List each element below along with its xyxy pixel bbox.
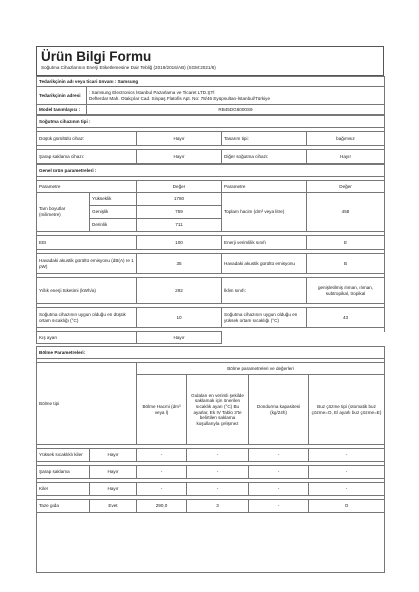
compartment-table [36, 346, 385, 573]
compartment-name: Yüksek sıcaklıklı kiler [37, 449, 90, 462]
freezing-capacity-header: Dondurma kapasitesi (kg/24h) [249, 375, 309, 445]
value-header-2: Değer [307, 181, 385, 193]
compartment-present: Hayır [90, 449, 137, 462]
design-type-label: Tasarım tipi: [222, 132, 307, 146]
table-row [37, 500, 385, 513]
model-value: RB45DG6000S9 [87, 105, 385, 115]
compartment-defrost: - [309, 483, 385, 496]
noise-class-value: B [307, 254, 385, 274]
dimension-depth-label: Derinlik [90, 219, 137, 232]
compartment-freeze: - [249, 483, 309, 496]
supplier-address-value [87, 87, 385, 105]
supplier-address-label: Tedarikçinin adresi [37, 87, 87, 105]
total-volume-value: 458 [307, 193, 385, 232]
dimension-height-label: Yükseklik [90, 193, 137, 206]
low-noise-label: Düşük gürültülü cihaz: [37, 132, 137, 146]
compartment-defrost: O [309, 500, 385, 513]
dimensions-label: Tam boyutlar (milimetre) [37, 193, 90, 232]
dimension-width-label: Genişlik [90, 206, 137, 219]
supplier-table [36, 76, 385, 115]
compartment-volume: 290,0 [137, 500, 187, 513]
wine-storage-label: Şarap saklama cihazı: [37, 150, 137, 164]
param-header-1: Parametre [37, 181, 137, 193]
compartment-name: Şarap saklama [37, 466, 90, 479]
volume-header: Bölme Hacmi (dm³ veya l) [137, 375, 187, 445]
compartment-freeze: - [249, 500, 309, 513]
dimension-height-value: 1780 [137, 193, 222, 206]
product-info-form [36, 46, 384, 573]
eei-label: EEI [37, 236, 137, 250]
design-type-value: bağımsız [307, 132, 385, 146]
low-noise-value: Hayır [137, 132, 222, 146]
general-heading: Genel ürün parametreleri : [37, 165, 385, 177]
other-appliance-label: Diğer soğutma cihazı: [222, 150, 307, 164]
compartment-type-header: Bölme tipi [37, 363, 137, 445]
form-title: Ürün Bilgi Formu [41, 49, 152, 64]
value-header-1: Değer [137, 181, 222, 193]
defrost-type-header: Buz çözme tipi (otomatik buz çözme=O, El ayarlı buz çözme=E) [309, 375, 385, 445]
other-appliance-value: Hayır [307, 150, 385, 164]
total-volume-label: Toplam hacim (dm³ veya litre) [222, 193, 307, 232]
address-line-1: : Samsung Electronics İstanbul Pazarlama ve Ticaret LTD.ŞTİ [89, 89, 215, 95]
eei-value: 100 [137, 236, 222, 250]
max-ambient-value: 43 [307, 308, 385, 328]
general-table [36, 164, 385, 344]
min-ambient-value: 10 [137, 308, 222, 328]
supplier-name-row [37, 77, 385, 87]
compartment-temp: 3 [187, 500, 249, 513]
compartment-volume: - [137, 449, 187, 462]
table-row [37, 466, 385, 479]
compartment-defrost: - [309, 466, 385, 479]
max-ambient-label: Soğutma cihazının uygun olduğu en yüksek ortam sıcaklığı (°C) [222, 308, 307, 328]
compartment-temp: - [187, 466, 249, 479]
annual-energy-label: Yıllık enerji tüketimi (kWh/a) [37, 278, 137, 304]
compartment-present: Hayır [90, 466, 137, 479]
compartment-freeze: - [249, 466, 309, 479]
dimension-width-value: 759 [137, 206, 222, 219]
climate-class-value: genişletilmiş ılıman, ılıman, subtropikal, tropikal [307, 278, 385, 304]
supplier-name-value: Samsung [117, 78, 139, 84]
compartment-name: Taze gıda [37, 500, 90, 513]
climate-class-label: İklim sınıfı: [222, 278, 307, 304]
model-label: Model tanımlayıcı : [37, 105, 87, 115]
table-row [37, 483, 385, 496]
table-row [37, 449, 385, 462]
compartment-group-header: Bölme parametreleri ve değerleri [137, 363, 385, 375]
form-header [36, 46, 384, 76]
compartment-heading: Bölme Parametreleri: [37, 347, 385, 359]
winter-setting-value: Hayır [137, 332, 222, 344]
bottom-spacer [37, 513, 385, 573]
address-line-2: Defterdar Mah. Otakçılar Cad. Sinpaş Flatofis Apt. No: 78/46 Eyüpsultan-İstanbul/Türkiye [89, 95, 271, 101]
noise-emission-label: Havadaki akustik gürültü emisyonu (dB(A) re 1 pW) [37, 254, 137, 274]
compartment-name: Kiler [37, 483, 90, 496]
compartment-present: Evet [90, 500, 137, 513]
compartment-defrost: - [309, 449, 385, 462]
type-table [36, 115, 385, 164]
compartment-freeze: - [249, 449, 309, 462]
compartment-volume: - [137, 466, 187, 479]
wine-storage-value: Hayır [137, 150, 222, 164]
supplier-name-label: Tedarikçinin adı veya ticari ünvanı : [39, 78, 117, 84]
empty-cell [222, 332, 385, 344]
compartment-present: Hayır [90, 483, 137, 496]
energy-class-value: E [307, 236, 385, 250]
annual-energy-value: 292 [137, 278, 222, 304]
param-header-2: Parametre [222, 181, 307, 193]
compartment-temp: - [187, 483, 249, 496]
winter-setting-label: Kış ayarı [37, 332, 137, 344]
temperature-header: Gıdaları en verimli şekilde saklamak için önerilen sıcaklık ayarı (°C) Bu ayarlar, Ek IV Tablo 3'te belirtilen saklama koşullarıyla çelişmez [187, 375, 249, 445]
min-ambient-label: Soğutma cihazının uygun olduğu en düşük ortam sıcaklığı (°C) [37, 308, 137, 328]
noise-emission-value: 35 [137, 254, 222, 274]
compartment-volume: - [137, 483, 187, 496]
type-heading: Soğutma cihazının tipi : [37, 116, 385, 128]
dimension-depth-value: 711 [137, 219, 222, 232]
compartment-temp: - [187, 449, 249, 462]
form-subtitle: Soğutma Cihazlarının Enerji Etiketlemesine Dair Tebliğ (2019/2016/AB) (SGM:2021/6) [41, 65, 216, 70]
noise-class-label: Havadaki akustik gürültü emisyonu [222, 254, 307, 274]
energy-class-label: Enerji verimlilik sınıfı [222, 236, 307, 250]
